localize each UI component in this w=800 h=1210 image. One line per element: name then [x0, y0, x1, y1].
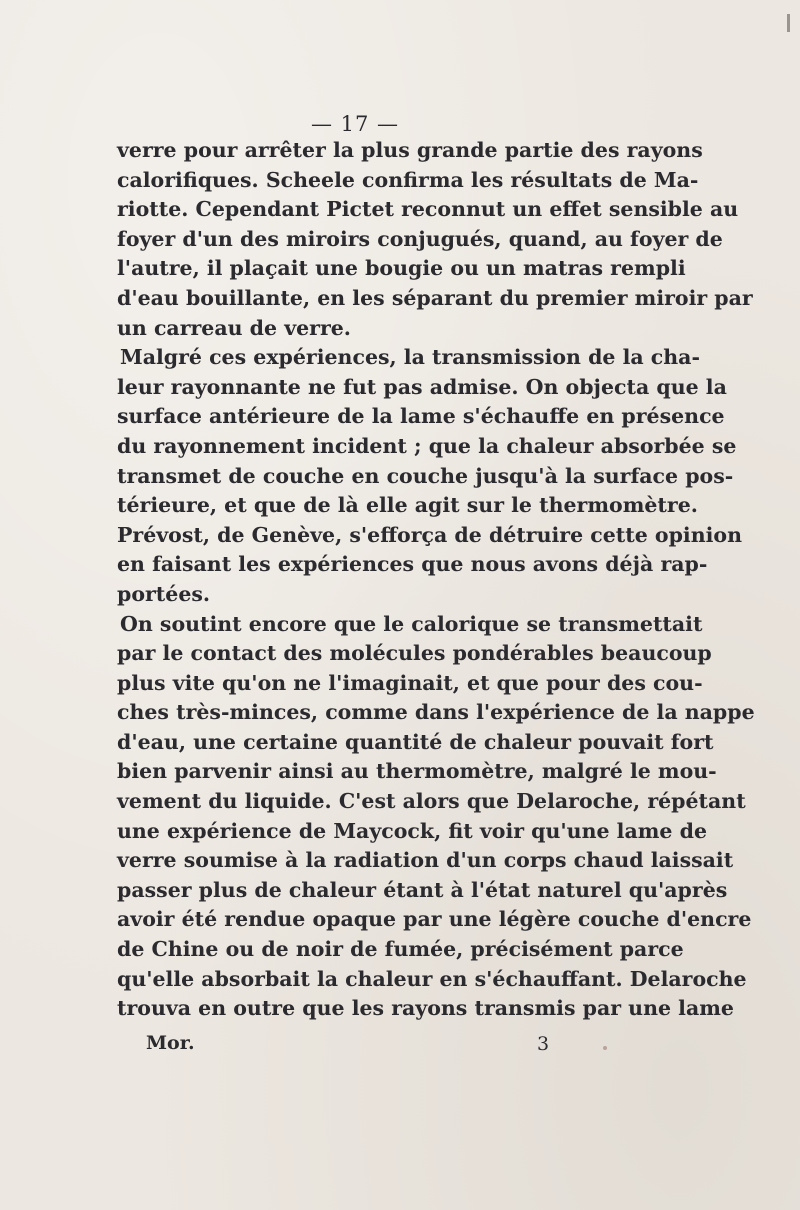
- text-line: térieure, et que de là elle agit sur le thermomètre.: [117, 493, 698, 518]
- text-line: d'eau bouillante, en les séparant du premier miroir par: [117, 285, 753, 310]
- text-line: foyer d'un des miroirs conjugués, quand, au foyer de: [117, 226, 723, 251]
- text-line: d'eau, une certaine quantité de chaleur pouvait fort: [117, 729, 714, 754]
- text-line: plus vite qu'on ne l'imaginait, et que pour des cou-: [117, 670, 703, 695]
- text-line: leur rayonnante ne fut pas admise. On objecta que la: [117, 374, 727, 399]
- text-line: une expérience de Maycock, fit voir qu'une lame de: [117, 818, 707, 843]
- text-line: du rayonnement incident ; que la chaleur absorbée se: [117, 433, 737, 458]
- text-line: calorifiques. Scheele confirma les résultats de Ma-: [117, 167, 699, 192]
- text-line: avoir été rendue opaque par une légère couche d'encre: [117, 907, 752, 932]
- text-line: de Chine ou de noir de fumée, précisément parce: [117, 937, 684, 962]
- text-line: passer plus de chaleur étant à l'état naturel qu'après: [117, 877, 728, 902]
- text-line: vement du liquide. C'est alors que Delaroche, répétant: [117, 789, 746, 814]
- text-line: l'autre, il plaçait une bougie ou un matras rempli: [117, 256, 686, 281]
- text-line: par le contact des molécules pondérables beaucoup: [117, 641, 712, 666]
- page-number: — 17 —: [310, 112, 400, 136]
- page-edge-mark: [787, 14, 790, 32]
- text-line: ches très-minces, comme dans l'expérience de la nappe: [117, 700, 755, 725]
- text-line: surface antérieure de la lame s'échauffe en présence: [117, 404, 725, 429]
- paper-speck: [603, 1046, 607, 1050]
- text-line: portées.: [117, 581, 211, 606]
- text-line: verre soumise à la radiation d'un corps chaud laissait: [117, 848, 734, 873]
- text-line: un carreau de verre.: [117, 315, 351, 340]
- sheet-number: 3: [537, 1033, 550, 1055]
- paragraph-start: On soutint encore que le calorique se transmettait: [120, 611, 703, 636]
- body-text: [117, 136, 755, 1024]
- text-line: qu'elle absorbait la chaleur en s'échauffant. Delaroche: [117, 966, 747, 991]
- text-line: bien parvenir ainsi au thermomètre, malgré le mou-: [117, 759, 717, 784]
- text-line: Prévost, de Genève, s'efforça de détruire cette opinion: [117, 522, 742, 547]
- text-line: transmet de couche en couche jusqu'à la surface pos-: [117, 463, 734, 488]
- text-line: en faisant les expériences que nous avons déjà rap-: [117, 552, 708, 577]
- text-line: verre pour arrêter la plus grande partie des rayons: [117, 138, 703, 162]
- text-line: riotte. Cependant Pictet reconnut un effet sensible au: [117, 197, 739, 222]
- text-line: trouva en outre que les rayons transmis par une lame: [117, 996, 734, 1021]
- printer-signature: Mor.: [146, 1032, 195, 1054]
- paragraph-start: Malgré ces expériences, la transmission de la cha-: [120, 345, 700, 370]
